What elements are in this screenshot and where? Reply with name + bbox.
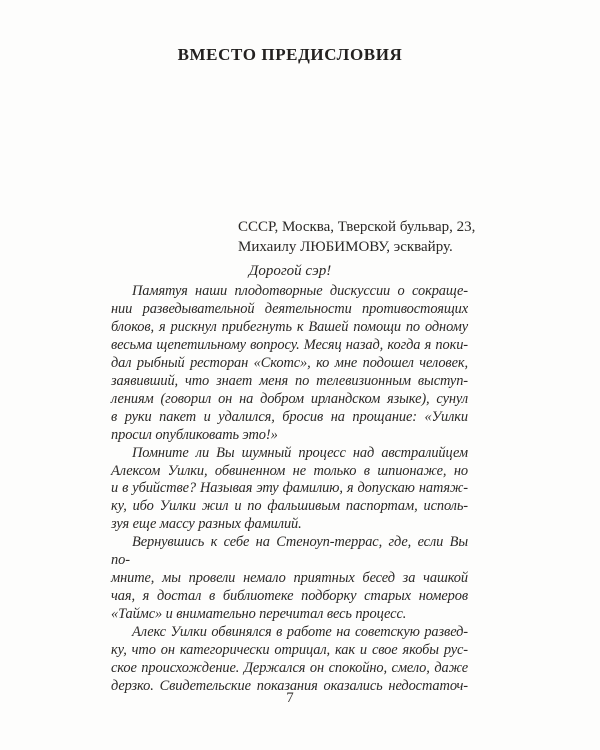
body-line: мните, мы провели немало приятных бесед за чашкой	[111, 570, 468, 587]
body-line: просил опубликовать это!»	[111, 426, 278, 443]
body-line: блоков, я рискнул прибегнуть к Вашей помощи по одному	[111, 318, 468, 335]
body-line: заявивший, что знает меня по телевизионным выступ-	[111, 372, 468, 389]
address-line-2: Михаилу ЛЮБИМОВУ, эсквайру.	[238, 238, 453, 255]
body-line: чая, я достал в библиотеке подборку старых номеров	[111, 588, 468, 605]
address-line-1: СССР, Москва, Тверской бульвар, 23,	[238, 219, 476, 235]
body-line: Памятуя наши плодотворные дискуссии о сокраще-	[132, 283, 468, 299]
body-line: Помните ли Вы шумный процесс над австралийцем	[132, 444, 468, 461]
body-line: дерзко. Свидетельские показания оказались недостаточ-	[111, 677, 468, 694]
body-line: нии разведывательной деятельности противостоящих	[111, 300, 468, 317]
body-line: лениям (говорил он на добром ирландском языке), сунул	[111, 390, 468, 407]
body-line: ку, что он категорически отрицал, как и свое якобы рус-	[111, 642, 468, 659]
body-line: «Таймс» и внимательно перечитал весь процесс.	[111, 606, 407, 623]
body-line: и в убийстве? Называя эту фамилию, я допускаю натяж-	[111, 480, 468, 497]
chapter-title: ВМЕСТО ПРЕДИСЛОВИЯ	[177, 45, 403, 64]
body-line: весьма щепетильному вопросу. Месяц назад, когда я поки-	[111, 336, 468, 353]
body-line: ское происхождение. Держался он спокойно, смело, даже	[111, 660, 468, 677]
body-line: Вернувшись к себе на Стеноуп-террас, где, если Вы по-	[111, 534, 468, 569]
body-line: ку, ибо Уилки жил и по фальшивым паспортам, исполь-	[111, 498, 468, 515]
body-line: дал рыбный ресторан «Скотс», ко мне подошел человек,	[111, 354, 468, 371]
address-block	[238, 218, 475, 257]
body-line: Алексом Уилки, обвиненном не только в шпионаже, но	[111, 462, 468, 479]
body-line: зуя еще массу разных фамилий.	[111, 516, 302, 533]
page-number: 7	[286, 690, 294, 706]
salutation: Дорогой сэр!	[248, 263, 332, 279]
letter-body	[111, 283, 468, 696]
body-line: в руки пакет и удалился, бросив на прощание: «Уилки	[111, 408, 468, 425]
body-line: Алекс Уилки обвинялся в работе на советскую развед-	[132, 624, 468, 641]
